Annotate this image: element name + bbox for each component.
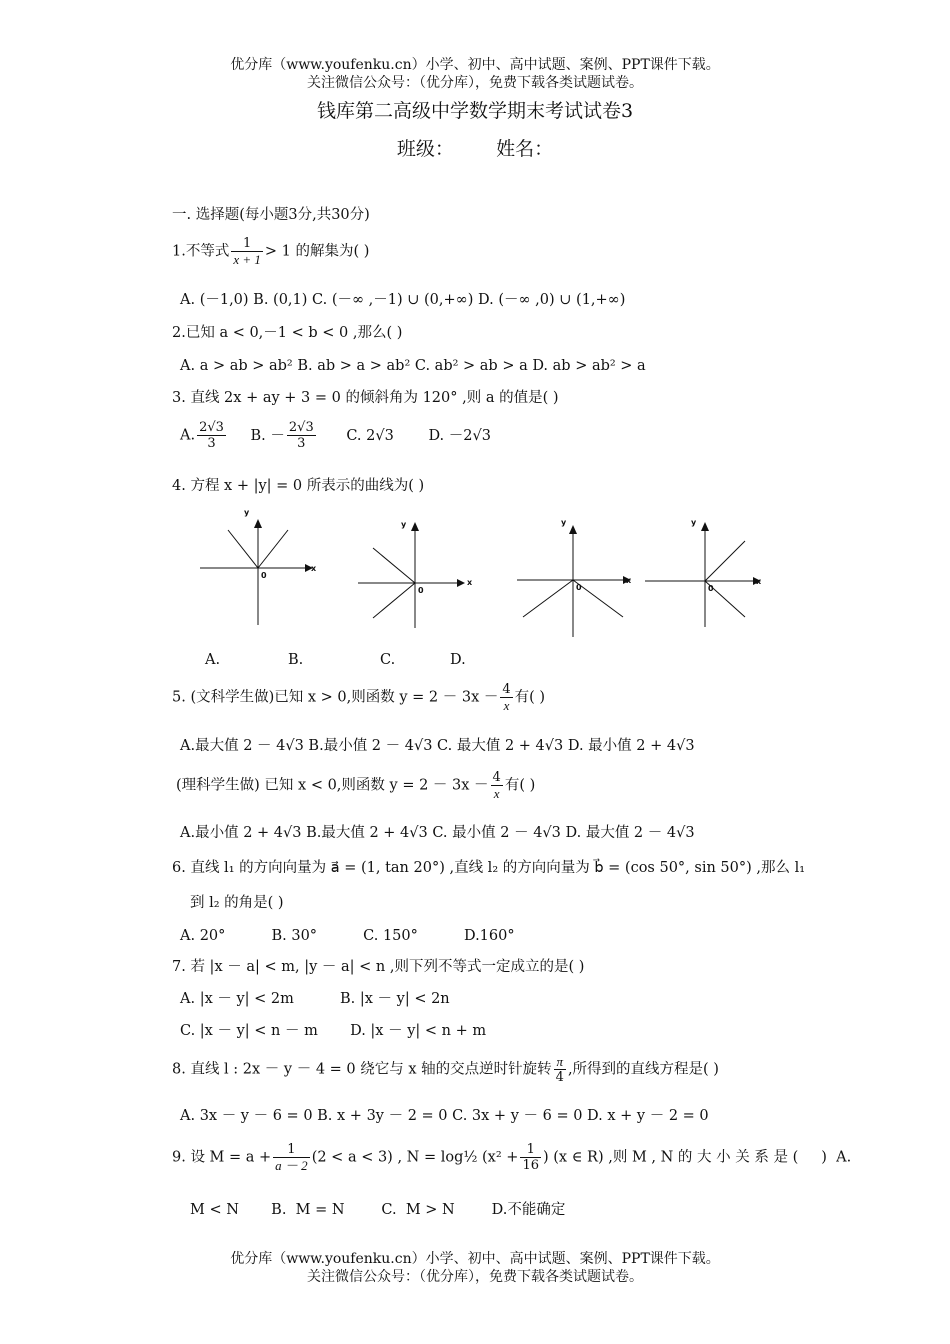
question-5-science-options: A.最小值 2 + 4√3 B.最大值 2 + 4√3 C. 最小值 2 － 4√3 D. 最大值 2 － 4√3 [180,825,695,841]
svg-text:x: x [467,578,473,587]
question-8-options: A. 3x － y － 6 = 0 B. x + 3y － 2 = 0 C. 3x + y － 6 = 0 D. x + y － 2 = 0 [180,1108,709,1124]
graph-a [200,508,317,625]
graph-label-a: A. [205,652,221,668]
axis-x-label: x [311,564,317,573]
origin-label: 0 [261,571,267,580]
question-4: 4. 方程 x + |y| = 0 所表示的曲线为( ) [172,478,425,494]
graph-label-d: D. [450,652,466,668]
section-heading: 一. 选择题(每小题3分,共30分) [172,207,370,223]
svg-text:y: y [691,518,697,527]
graph-b [358,520,473,628]
graph-label-c: C. [380,652,396,668]
question-3: 3. 直线 2x + ay + 3 = 0 的倾斜角为 120° ,则 a 的值是( ) [172,390,559,406]
svg-text:0: 0 [576,583,582,592]
svg-text:y: y [401,520,407,529]
svg-text:x: x [756,577,762,586]
graph-label-b: B. [288,652,304,668]
question-5-options: A.最大值 2 － 4√3 B.最小值 2 － 4√3 C. 最大值 2 + 4√3 D. 最小值 2 + 4√3 [180,738,695,754]
footer-line-2: 关注微信公众号：（优分库），免费下载各类试题试卷。 [307,1269,643,1285]
question-9: 9. 设 M = a + $\frac{1}{a - 2}$ (2 < a < 3) , N = log½ (x² + $\frac{1}{16}$ ) (x ∈ R) ,则 M , N 的 大 小 关 系 是 ( ) A. [172,1142,852,1173]
question-2: 2.已知 a < 0,－1 < b < 0 ,那么( ) [172,325,403,341]
svg-text:y: y [561,518,567,527]
question-7: 7. 若 |x － a| < m, |y － a| < n ,则下列不等式一定成立的是( ) [172,959,585,975]
graph-c [517,518,632,637]
class-name-fields: 班级： 姓名： [396,138,554,160]
svg-text:0: 0 [418,586,424,595]
question-1: 1.不等式 $\frac{1}{x + 1}$ > 1 的解集为( ) [172,236,370,267]
question-5: 5. (文科学生做)已知 x > 0,则函数 y = 2 － 3x － $\frac{4}{x}$ 有( ) [172,682,546,713]
question-8: 8. 直线 l : 2x － y － 4 = 0 绕它与 x 轴的交点逆时针旋转 $\frac{\pi}{4}$ ,所得到的直线方程是( ) [172,1054,719,1085]
question-5-science: (理科学生做) 已知 x < 0,则函数 y = 2 － 3x － $\frac{4}{x}$ 有( ) [176,770,536,801]
footer-line-1: 优分库（www.youfenku.cn）小学、初中、高中试题、案例、PPT课件下载。 [230,1251,720,1267]
question-7-options-ab: A. |x － y| < 2m B. |x － y| < 2n [180,991,450,1007]
question-3-options: A. $\frac{2√3}{3}$ B. － $\frac{2√3}{3}$ C. 2√3 D. －2√3 [180,420,491,451]
question-9-options: M < N B. M = N C. M > N D.不能确定 [190,1202,566,1218]
question-2-options: A. a > ab > ab² B. ab > a > ab² C. ab² > ab > a D. ab > ab² > a [180,358,646,374]
header-line-2: 关注微信公众号：（优分库），免费下载各类试题试卷。 [307,75,643,91]
axis-y-label: y [244,508,250,517]
question-6-options: A. 20° B. 30° C. 150° D.160° [180,928,515,944]
page-title: 钱库第二高级中学数学期末考试试卷3 [316,100,634,122]
question-4-graphs [195,505,795,645]
svg-text:x: x [626,576,632,585]
svg-text:0: 0 [708,584,714,593]
question-1-options: A. (－1,0) B. (0,1) C. (－∞ ,－1) ∪ (0,+∞) D. (－∞ ,0) ∪ (1,+∞) [180,292,626,308]
header-line-1: 优分库（www.youfenku.cn）小学、初中、高中试题、案例、PPT课件下载。 [230,57,720,73]
graph-d [645,518,762,627]
question-6: 6. 直线 l₁ 的方向向量为 a⃗ = (1, tan 20°) ,直线 l₂ 的方向向量为 b⃗ = (cos 50°, sin 50°) ,那么 l₁ [172,860,806,876]
question-7-options-cd: C. |x － y| < n － m D. |x － y| < n + m [180,1023,487,1039]
fraction: $\frac{1}{x + 1}$ [233,236,261,267]
question-6-cont: 到 l₂ 的角是( ) [190,895,284,911]
